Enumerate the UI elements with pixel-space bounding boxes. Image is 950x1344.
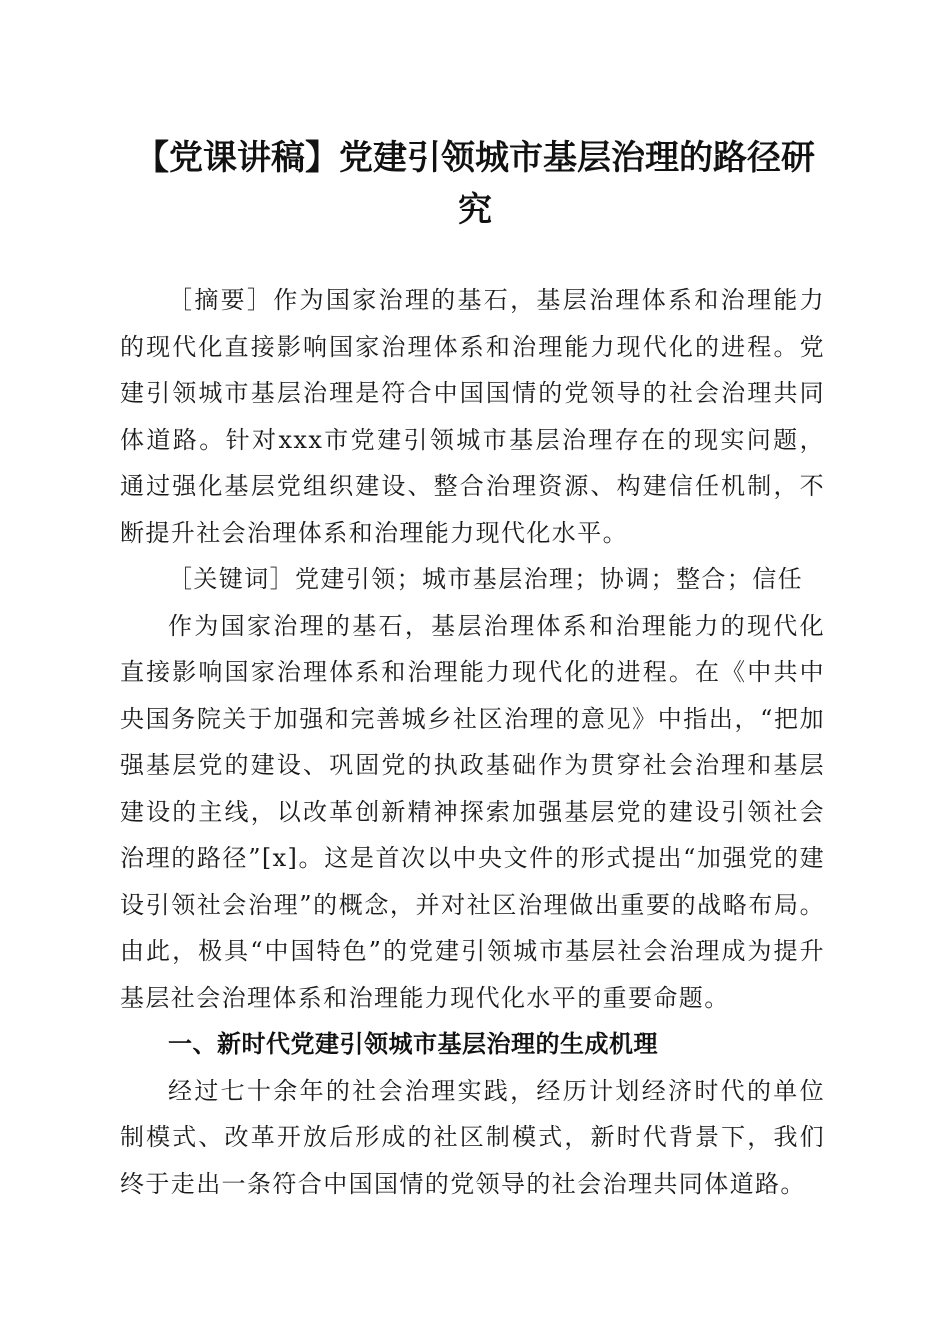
document-title: 【党课讲稿】党建引领城市基层治理的路径研究 — [135, 138, 815, 230]
abstract-paragraph: ［摘要］作为国家治理的基石，基层治理体系和治理能力的现代化直接影响国家治理体系和治理能力现代化的进程。党建引领城市基层治理是符合中国国情的党领导的社会治理共同体道路。针对xxx市党建引领城市基层治理存在的现实问题，通过强化基层党组织建设、整合治理资源、构建信任机制，不断提升社会治理体系和治理能力现代化水平。 — [120, 286, 825, 547]
document-body — [120, 277, 825, 1207]
keywords-paragraph: ［关键词］党建引领；城市基层治理；协调；整合；信任 — [168, 565, 803, 593]
section-paragraph: 经过七十余年的社会治理实践，经历计划经济时代的单位制模式、改革开放后形成的社区制模式，新时代背景下，我们终于走出一条符合中国国情的党领导的社会治理共同体道路。 — [120, 1076, 825, 1198]
intro-paragraph: 作为国家治理的基石，基层治理体系和治理能力的现代化直接影响国家治理体系和治理能力现代化的进程。在《中共中央国务院关于加强和完善城乡社区治理的意见》中指出，“把加强基层党的建设、巩固党的执政基础作为贯穿社会治理和基层建设的主线，以改革创新精神探索加强基层党的建设引领社会治理的路径”[x]。这是首次以中央文件的形式提出“加强党的建设引领社会治理”的概念，并对社区治理做出重要的战略布局。由此，极具“中国特色”的党建引领城市基层社会治理成为提升基层社会治理体系和治理能力现代化水平的重要命题。 — [120, 611, 825, 1012]
section-heading: 一、新时代党建引领城市基层治理的生成机理 — [168, 1030, 658, 1058]
